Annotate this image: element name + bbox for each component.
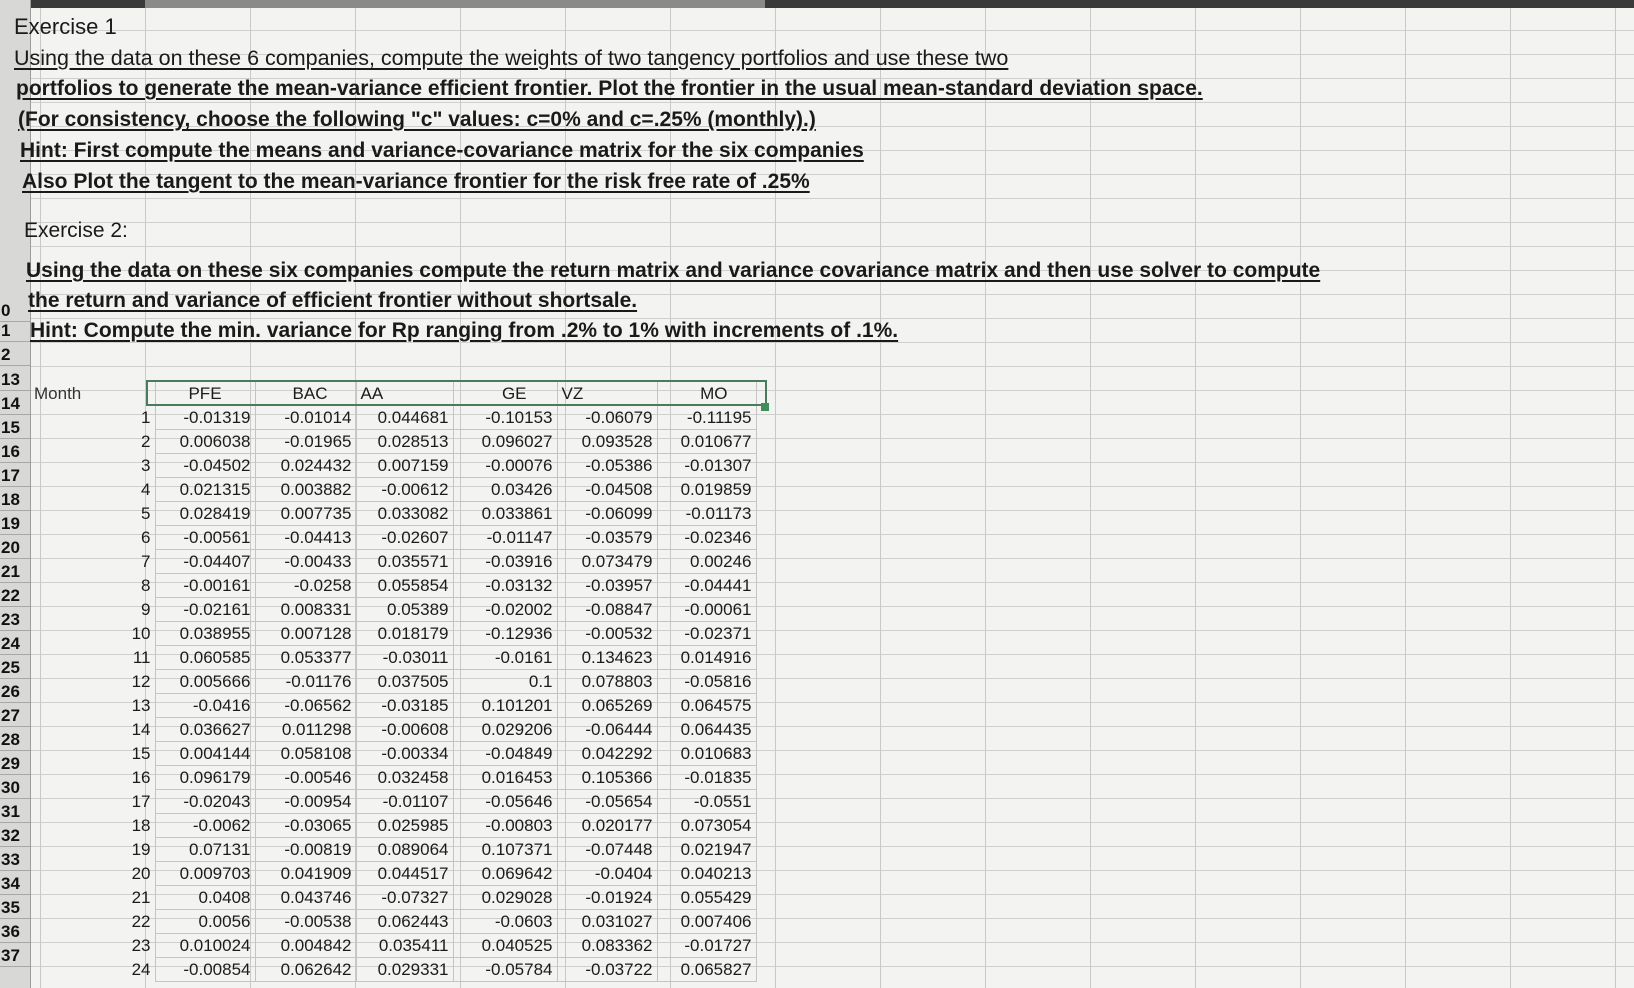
return-cell[interactable]: 0.028513: [356, 430, 453, 454]
col-header-ge[interactable]: GE: [453, 382, 557, 406]
row-number[interactable]: 37: [0, 945, 30, 967]
return-cell[interactable]: -0.0258: [255, 574, 356, 598]
row-number[interactable]: 33: [0, 849, 30, 871]
return-cell[interactable]: -0.06444: [557, 718, 657, 742]
return-cell[interactable]: 0.029206: [453, 718, 557, 742]
table-row: [125, 550, 756, 574]
table-row: [125, 622, 756, 646]
table-row: [125, 790, 756, 814]
return-cell[interactable]: -0.0416: [155, 694, 255, 718]
return-cell[interactable]: 0.03426: [453, 478, 557, 502]
return-cell[interactable]: 0.00246: [657, 550, 756, 574]
return-cell[interactable]: -0.05654: [557, 790, 657, 814]
row-number[interactable]: 2: [0, 344, 30, 366]
table-row: [125, 502, 756, 526]
return-cell[interactable]: 0.062642: [255, 958, 356, 982]
month-cell[interactable]: 23: [131, 935, 151, 955]
row-number[interactable]: 18: [0, 489, 30, 511]
return-cell[interactable]: -0.00612: [356, 478, 453, 502]
return-cell[interactable]: -0.11195: [657, 406, 756, 430]
return-cell[interactable]: -0.01965: [255, 430, 356, 454]
row-number[interactable]: 17: [0, 465, 30, 487]
return-cell[interactable]: -0.05816: [657, 670, 756, 694]
return-cell[interactable]: -0.06562: [255, 694, 356, 718]
return-cell[interactable]: 0.021315: [155, 478, 255, 502]
return-cell[interactable]: -0.03916: [453, 550, 557, 574]
return-cell[interactable]: 0.058108: [255, 742, 356, 766]
return-cell[interactable]: -0.00819: [255, 838, 356, 862]
return-cell[interactable]: -0.04849: [453, 742, 557, 766]
month-cell[interactable]: 3: [141, 455, 151, 475]
month-cell[interactable]: 5: [141, 503, 151, 523]
return-cell[interactable]: 0.05389: [356, 598, 453, 622]
month-cell[interactable]: 2: [141, 431, 151, 451]
return-cell[interactable]: 0.083362: [557, 934, 657, 958]
return-cell[interactable]: -0.12936: [453, 622, 557, 646]
month-cell[interactable]: 17: [131, 791, 151, 811]
exercise1-line1[interactable]: Using the data on these 6 companies, compute the weights of two tangency portfolios and use these two: [14, 46, 1009, 70]
table-row: [125, 478, 756, 502]
return-cell[interactable]: 0.093528: [557, 430, 657, 454]
table-row: [125, 598, 756, 622]
return-cell[interactable]: 0.020177: [557, 814, 657, 838]
return-cell[interactable]: -0.0551: [657, 790, 756, 814]
return-cell[interactable]: -0.03065: [255, 814, 356, 838]
return-cell[interactable]: -0.07327: [356, 886, 453, 910]
return-cell[interactable]: 0.007128: [255, 622, 356, 646]
month-cell[interactable]: 6: [141, 527, 151, 547]
return-cell[interactable]: 0.010683: [657, 742, 756, 766]
return-cell[interactable]: 0.007735: [255, 502, 356, 526]
return-cell[interactable]: 0.040213: [657, 862, 756, 886]
return-cell[interactable]: -0.02346: [657, 526, 756, 550]
return-cell[interactable]: -0.02002: [453, 598, 557, 622]
table-row: [125, 958, 756, 982]
return-cell[interactable]: 0.069642: [453, 862, 557, 886]
return-cell[interactable]: 0.096027: [453, 430, 557, 454]
return-cell[interactable]: -0.03011: [356, 646, 453, 670]
return-cell[interactable]: -0.05386: [557, 454, 657, 478]
return-cell[interactable]: 0.035571: [356, 550, 453, 574]
month-cell[interactable]: 16: [131, 767, 151, 787]
month-cell[interactable]: 24: [131, 959, 151, 979]
return-cell[interactable]: -0.00538: [255, 910, 356, 934]
return-cell[interactable]: 0.011298: [255, 718, 356, 742]
month-cell[interactable]: 20: [131, 863, 151, 883]
return-cell[interactable]: 0.0056: [155, 910, 255, 934]
col-header-pfe[interactable]: PFE: [155, 382, 255, 406]
row-number[interactable]: 28: [0, 729, 30, 751]
table-row: [125, 406, 756, 430]
return-cell[interactable]: 0.107371: [453, 838, 557, 862]
return-cell[interactable]: 0.033861: [453, 502, 557, 526]
month-cell[interactable]: 7: [141, 551, 151, 571]
return-cell[interactable]: 0.031027: [557, 910, 657, 934]
month-header[interactable]: Month: [34, 384, 82, 403]
month-cell[interactable]: 19: [131, 839, 151, 859]
table-row: [125, 910, 756, 934]
window-top-edge: [0, 0, 1634, 8]
return-cell[interactable]: 0.053377: [255, 646, 356, 670]
row-number[interactable]: 26: [0, 681, 30, 703]
return-cell[interactable]: -0.00854: [155, 958, 255, 982]
row-number[interactable]: 14: [0, 393, 30, 415]
return-cell[interactable]: 0.005666: [155, 670, 255, 694]
month-cell[interactable]: 11: [132, 647, 151, 667]
return-cell[interactable]: 0.021947: [657, 838, 756, 862]
header-spacer: [125, 382, 155, 406]
return-cell[interactable]: -0.10153: [453, 406, 557, 430]
return-cell[interactable]: -0.03579: [557, 526, 657, 550]
return-cell[interactable]: -0.04441: [657, 574, 756, 598]
return-cell[interactable]: 0.033082: [356, 502, 453, 526]
row-number[interactable]: 13: [0, 369, 30, 391]
return-cell[interactable]: -0.02043: [155, 790, 255, 814]
month-cell[interactable]: 9: [141, 599, 151, 619]
return-cell[interactable]: 0.134623: [557, 646, 657, 670]
exercise1-title[interactable]: Exercise 1: [14, 14, 117, 39]
return-cell[interactable]: 0.101201: [453, 694, 557, 718]
return-cell[interactable]: 0.007159: [356, 454, 453, 478]
col-header-vz[interactable]: VZ: [557, 382, 657, 406]
return-cell[interactable]: -0.05646: [453, 790, 557, 814]
return-cell[interactable]: 0.010677: [657, 430, 756, 454]
return-cell[interactable]: 0.004842: [255, 934, 356, 958]
return-cell[interactable]: 0.019859: [657, 478, 756, 502]
table-row: [125, 814, 756, 838]
return-cell[interactable]: 0.003882: [255, 478, 356, 502]
row-number[interactable]: 23: [0, 609, 30, 631]
return-cell[interactable]: -0.03185: [356, 694, 453, 718]
return-cell[interactable]: -0.01014: [255, 406, 356, 430]
exercise1-line5[interactable]: Also Plot the tangent to the mean-variance frontier for the risk free rate of .25%: [22, 170, 810, 193]
return-cell[interactable]: -0.01307: [657, 454, 756, 478]
return-cell[interactable]: 0.010024: [155, 934, 255, 958]
return-cell[interactable]: -0.01319: [155, 406, 255, 430]
return-cell[interactable]: 0.041909: [255, 862, 356, 886]
return-cell[interactable]: -0.0603: [453, 910, 557, 934]
return-cell[interactable]: 0.025985: [356, 814, 453, 838]
return-cell[interactable]: -0.00334: [356, 742, 453, 766]
return-cell[interactable]: -0.03132: [453, 574, 557, 598]
return-cell[interactable]: -0.04508: [557, 478, 657, 502]
month-cell[interactable]: 21: [131, 887, 151, 907]
table-row: [125, 646, 756, 670]
month-cell[interactable]: 10: [131, 623, 151, 643]
row-number[interactable]: 32: [0, 825, 30, 847]
table-row: [125, 574, 756, 598]
return-cell[interactable]: -0.01147: [453, 526, 557, 550]
exercise1-line4[interactable]: Hint: First compute the means and variance-covariance matrix for the six companies: [20, 139, 864, 162]
return-cell[interactable]: 0.089064: [356, 838, 453, 862]
month-cell[interactable]: 15: [131, 743, 151, 763]
return-cell[interactable]: 0.006038: [155, 430, 255, 454]
return-cell[interactable]: 0.073479: [557, 550, 657, 574]
return-cell[interactable]: -0.00608: [356, 718, 453, 742]
return-cell[interactable]: -0.02607: [356, 526, 453, 550]
col-header-bac[interactable]: BAC: [255, 382, 356, 406]
return-cell[interactable]: -0.04413: [255, 526, 356, 550]
return-cell[interactable]: -0.00161: [155, 574, 255, 598]
exercise2-line2[interactable]: the return and variance of efficient frontier without shortsale.: [28, 289, 638, 312]
return-cell[interactable]: -0.00803: [453, 814, 557, 838]
row-number[interactable]: 35: [0, 897, 30, 919]
return-cell[interactable]: 0.0408: [155, 886, 255, 910]
return-cell[interactable]: -0.03722: [557, 958, 657, 982]
col-header-mo[interactable]: MO: [657, 382, 756, 406]
row-number[interactable]: 36: [0, 921, 30, 943]
row-number[interactable]: 30: [0, 777, 30, 799]
row-number[interactable]: 27: [0, 705, 30, 727]
return-cell[interactable]: -0.01107: [356, 790, 453, 814]
return-cell[interactable]: 0.029028: [453, 886, 557, 910]
return-cell[interactable]: 0.024432: [255, 454, 356, 478]
row-number[interactable]: 20: [0, 537, 30, 559]
return-cell[interactable]: 0.036627: [155, 718, 255, 742]
exercise2-title[interactable]: Exercise 2:: [24, 219, 128, 242]
row-number[interactable]: 16: [0, 441, 30, 463]
return-cell[interactable]: -0.00076: [453, 454, 557, 478]
table-row: [125, 838, 756, 862]
return-cell[interactable]: 0.016453: [453, 766, 557, 790]
return-cell[interactable]: 0.065269: [557, 694, 657, 718]
row-number[interactable]: 15: [0, 417, 30, 439]
month-cell[interactable]: 14: [131, 719, 151, 739]
return-cell[interactable]: -0.07448: [557, 838, 657, 862]
row-number[interactable]: 21: [0, 561, 30, 583]
return-cell[interactable]: -0.00061: [657, 598, 756, 622]
return-cell[interactable]: 0.064575: [657, 694, 756, 718]
return-cell[interactable]: -0.00532: [557, 622, 657, 646]
return-cell[interactable]: -0.05784: [453, 958, 557, 982]
table-row: [125, 694, 756, 718]
return-cell[interactable]: 0.007406: [657, 910, 756, 934]
return-cell[interactable]: -0.01727: [657, 934, 756, 958]
return-cell[interactable]: -0.00954: [255, 790, 356, 814]
row-number[interactable]: 22: [0, 585, 30, 607]
return-cell[interactable]: 0.038955: [155, 622, 255, 646]
return-cell[interactable]: 0.043746: [255, 886, 356, 910]
exercise1-line2[interactable]: portfolios to generate the mean-variance efficient frontier. Plot the frontier in the usual mean-standard deviation space.: [16, 77, 1203, 100]
table-row: [125, 766, 756, 790]
row-number[interactable]: 25: [0, 657, 30, 679]
return-cell[interactable]: 0.07131: [155, 838, 255, 862]
return-cell[interactable]: -0.0404: [557, 862, 657, 886]
return-cell[interactable]: 0.055854: [356, 574, 453, 598]
table-row: [125, 430, 756, 454]
fill-handle[interactable]: [761, 403, 769, 411]
return-cell[interactable]: 0.078803: [557, 670, 657, 694]
table-row: [125, 742, 756, 766]
return-cell[interactable]: 0.073054: [657, 814, 756, 838]
return-cell[interactable]: 0.062443: [356, 910, 453, 934]
month-cell[interactable]: 18: [131, 815, 151, 835]
row-number[interactable]: 31: [0, 801, 30, 823]
return-cell[interactable]: -0.06099: [557, 502, 657, 526]
row-number[interactable]: 0: [0, 300, 30, 322]
table-row: [125, 718, 756, 742]
return-cell[interactable]: -0.00546: [255, 766, 356, 790]
exercise2-line1[interactable]: Using the data on these six companies compute the return matrix and variance covariance matrix and then use solver to compute: [26, 259, 1321, 282]
return-cell[interactable]: -0.00433: [255, 550, 356, 574]
return-cell[interactable]: 0.035411: [356, 934, 453, 958]
return-cell[interactable]: 0.044517: [356, 862, 453, 886]
table-row: [125, 886, 756, 910]
col-header-aa[interactable]: AA: [356, 382, 453, 406]
return-cell[interactable]: 0.004144: [155, 742, 255, 766]
return-cell[interactable]: 0.055429: [657, 886, 756, 910]
table-body: [125, 406, 756, 982]
return-cell[interactable]: 0.032458: [356, 766, 453, 790]
return-cell[interactable]: 0.044681: [356, 406, 453, 430]
table-row: [125, 862, 756, 886]
month-cell[interactable]: 1: [141, 407, 151, 427]
row-number[interactable]: 1: [0, 320, 30, 342]
table-row: [125, 526, 756, 550]
row-number[interactable]: 24: [0, 633, 30, 655]
row-number[interactable]: 29: [0, 753, 30, 775]
return-cell[interactable]: 0.028419: [155, 502, 255, 526]
return-cell[interactable]: 0.064435: [657, 718, 756, 742]
column-header-strip: [145, 0, 765, 8]
return-cell[interactable]: -0.01173: [657, 502, 756, 526]
return-cell[interactable]: -0.06079: [557, 406, 657, 430]
return-cell[interactable]: 0.096179: [155, 766, 255, 790]
return-cell[interactable]: 0.018179: [356, 622, 453, 646]
return-cell[interactable]: 0.065827: [657, 958, 756, 982]
return-cell[interactable]: -0.00561: [155, 526, 255, 550]
return-cell[interactable]: 0.1: [453, 670, 557, 694]
return-cell[interactable]: -0.04502: [155, 454, 255, 478]
return-cell[interactable]: 0.009703: [155, 862, 255, 886]
month-cell[interactable]: 8: [141, 575, 151, 595]
returns-table: [125, 381, 757, 982]
return-cell[interactable]: -0.0062: [155, 814, 255, 838]
return-cell[interactable]: 0.008331: [255, 598, 356, 622]
return-cell[interactable]: -0.01924: [557, 886, 657, 910]
return-cell[interactable]: -0.02371: [657, 622, 756, 646]
return-cell[interactable]: -0.03957: [557, 574, 657, 598]
return-cell[interactable]: -0.01835: [657, 766, 756, 790]
table-row: [125, 934, 756, 958]
return-cell[interactable]: -0.04407: [155, 550, 255, 574]
exercise1-line3[interactable]: (For consistency, choose the following "c" values: c=0% and c=.25% (monthly).): [18, 108, 816, 131]
month-cell[interactable]: 12: [131, 671, 151, 691]
return-cell[interactable]: -0.01176: [255, 670, 356, 694]
month-cell[interactable]: 13: [131, 695, 151, 715]
return-cell[interactable]: -0.08847: [557, 598, 657, 622]
return-cell[interactable]: 0.029331: [356, 958, 453, 982]
table-row: [125, 670, 756, 694]
table-header-row: [125, 382, 756, 406]
month-cell[interactable]: 22: [131, 911, 151, 931]
row-number[interactable]: 19: [0, 513, 30, 535]
return-cell[interactable]: 0.042292: [557, 742, 657, 766]
return-cell[interactable]: -0.02161: [155, 598, 255, 622]
return-cell[interactable]: 0.014916: [657, 646, 756, 670]
return-cell[interactable]: 0.060585: [155, 646, 255, 670]
month-cell[interactable]: 4: [141, 479, 151, 499]
exercise2-line3[interactable]: Hint: Compute the min. variance for Rp ranging from .2% to 1% with increments of .1%.: [30, 319, 899, 342]
return-cell[interactable]: 0.037505: [356, 670, 453, 694]
return-cell[interactable]: -0.0161: [453, 646, 557, 670]
table-row: [125, 454, 756, 478]
return-cell[interactable]: 0.105366: [557, 766, 657, 790]
return-cell[interactable]: 0.040525: [453, 934, 557, 958]
row-number[interactable]: 34: [0, 873, 30, 895]
